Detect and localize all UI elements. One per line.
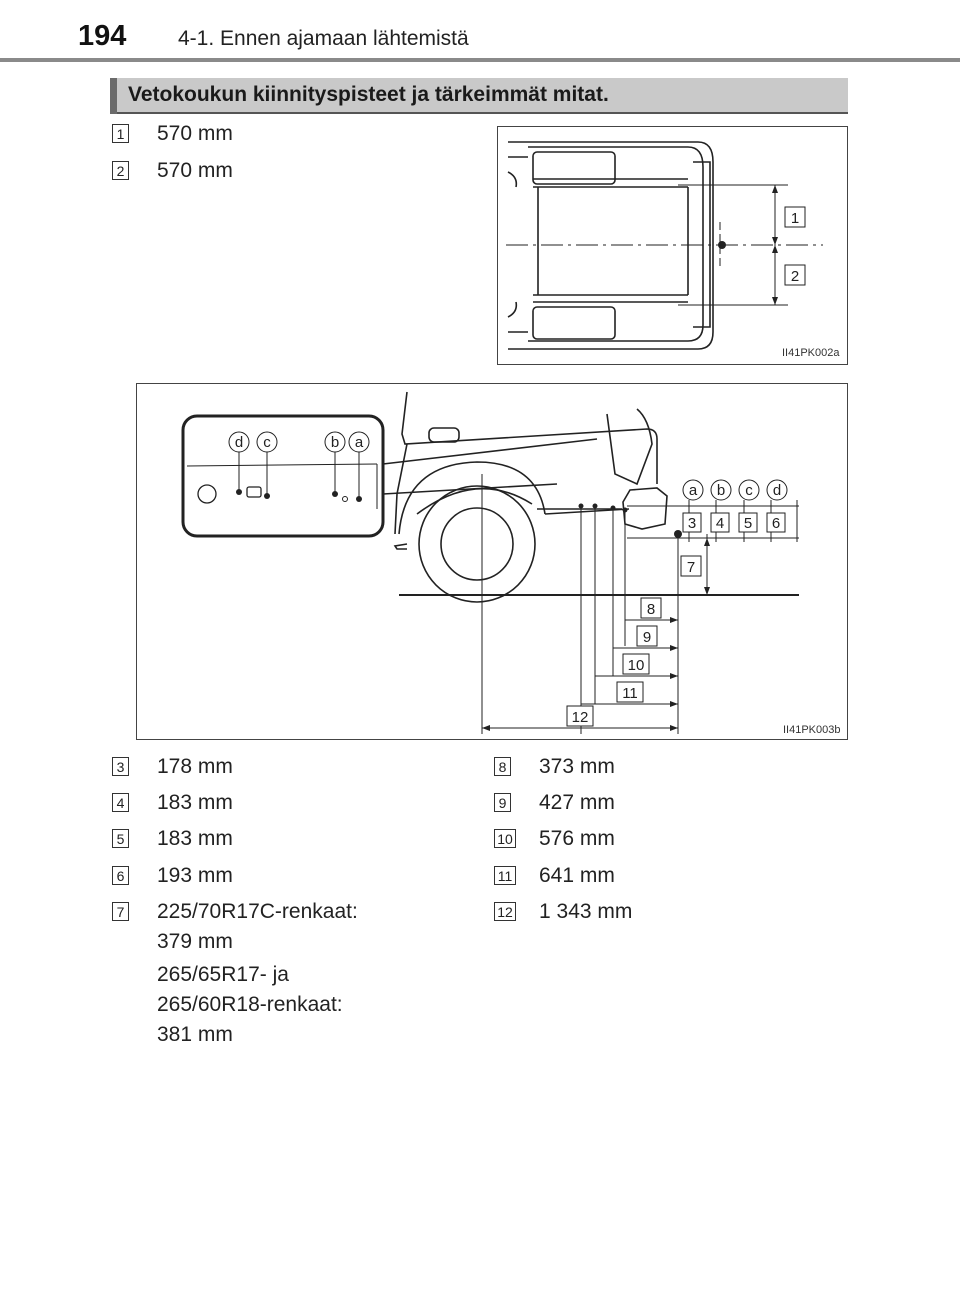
svg-text:5: 5 bbox=[743, 515, 753, 532]
svg-text:3: 3 bbox=[687, 515, 697, 532]
callout-11 bbox=[617, 682, 643, 702]
detail-label-a bbox=[349, 432, 369, 452]
svg-text:6: 6 bbox=[771, 515, 781, 532]
svg-text:11: 11 bbox=[622, 685, 638, 702]
page-number: 194 bbox=[78, 20, 127, 52]
callout-7 bbox=[681, 556, 701, 576]
callout-10 bbox=[623, 654, 649, 674]
detail-label-b bbox=[325, 432, 345, 452]
item-number-badge: 5 bbox=[112, 829, 129, 848]
item-number-badge: 6 bbox=[112, 866, 129, 885]
item-number-badge: 11 bbox=[494, 866, 516, 885]
item-number-badge: 7 bbox=[112, 902, 129, 921]
item-value: 193 mm bbox=[157, 864, 233, 887]
item-value: 1 343 mm bbox=[539, 900, 633, 923]
letter-label-d bbox=[767, 480, 787, 500]
detail-label-c bbox=[257, 432, 277, 452]
svg-text:2: 2 bbox=[790, 268, 800, 285]
item-number-badge: 4 bbox=[112, 793, 129, 812]
item-value: 265/65R17- ja 265/60R18-renkaat: 381 mm bbox=[157, 963, 343, 1046]
figure-side-view bbox=[136, 383, 848, 740]
item-number-badge: 8 bbox=[494, 757, 511, 776]
callout-6 bbox=[767, 513, 785, 532]
svg-text:d: d bbox=[234, 434, 244, 451]
top-view-drawing bbox=[498, 127, 846, 363]
chapter-title: 4-1. Ennen ajamaan lähtemistä bbox=[178, 27, 469, 50]
item-number-badge: 2 bbox=[112, 161, 129, 180]
item-number-badge: 12 bbox=[494, 902, 516, 921]
svg-text:1: 1 bbox=[790, 210, 800, 227]
callout-2 bbox=[785, 265, 805, 285]
side-view-drawing bbox=[137, 384, 846, 738]
svg-text:7: 7 bbox=[686, 559, 696, 576]
item-value: 570 mm bbox=[157, 159, 233, 182]
item-number-badge: 10 bbox=[494, 829, 516, 848]
item-value: 641 mm bbox=[539, 864, 615, 887]
svg-text:b: b bbox=[716, 482, 726, 499]
figure-code: II41PK003b bbox=[783, 724, 841, 736]
callout-1 bbox=[785, 207, 805, 227]
letter-label-a bbox=[683, 480, 703, 500]
svg-text:4: 4 bbox=[715, 515, 725, 532]
item-number-badge: 3 bbox=[112, 757, 129, 776]
item-value: 183 mm bbox=[157, 791, 233, 814]
callout-12 bbox=[567, 706, 593, 726]
letter-label-b bbox=[711, 480, 731, 500]
section-heading-bar bbox=[110, 78, 117, 114]
item-value: 183 mm bbox=[157, 827, 233, 850]
callout-9 bbox=[637, 626, 657, 646]
detail-label-d bbox=[229, 432, 249, 452]
svg-text:9: 9 bbox=[642, 629, 652, 646]
item-value: 373 mm bbox=[539, 755, 615, 778]
svg-text:10: 10 bbox=[627, 657, 645, 674]
figure-code: II41PK002a bbox=[782, 347, 840, 359]
page-header bbox=[0, 0, 960, 70]
item-number-badge: 9 bbox=[494, 793, 511, 812]
section-heading bbox=[110, 78, 848, 114]
callout-5 bbox=[739, 513, 757, 532]
svg-text:c: c bbox=[745, 482, 753, 499]
svg-text:d: d bbox=[772, 482, 782, 499]
item-value: 427 mm bbox=[539, 791, 615, 814]
callout-3 bbox=[683, 513, 701, 532]
callout-4 bbox=[711, 513, 729, 532]
item-value: 225/70R17C-renkaat: 379 mm bbox=[157, 900, 358, 953]
item-value: 576 mm bbox=[539, 827, 615, 850]
callout-8 bbox=[641, 598, 661, 618]
svg-text:12: 12 bbox=[571, 709, 589, 726]
header-rule bbox=[0, 58, 960, 62]
svg-text:a: a bbox=[688, 482, 698, 499]
svg-text:b: b bbox=[330, 434, 340, 451]
section-heading-text: Vetokoukun kiinnityspisteet ja tärkeimmät mitat. bbox=[128, 83, 609, 106]
item-value: 570 mm bbox=[157, 122, 233, 145]
item-value: 178 mm bbox=[157, 755, 233, 778]
svg-text:8: 8 bbox=[646, 601, 656, 618]
figure-top-view bbox=[497, 126, 848, 365]
letter-label-c bbox=[739, 480, 759, 500]
svg-text:a: a bbox=[354, 434, 364, 451]
svg-text:c: c bbox=[263, 434, 271, 451]
item-number-badge: 1 bbox=[112, 124, 129, 143]
